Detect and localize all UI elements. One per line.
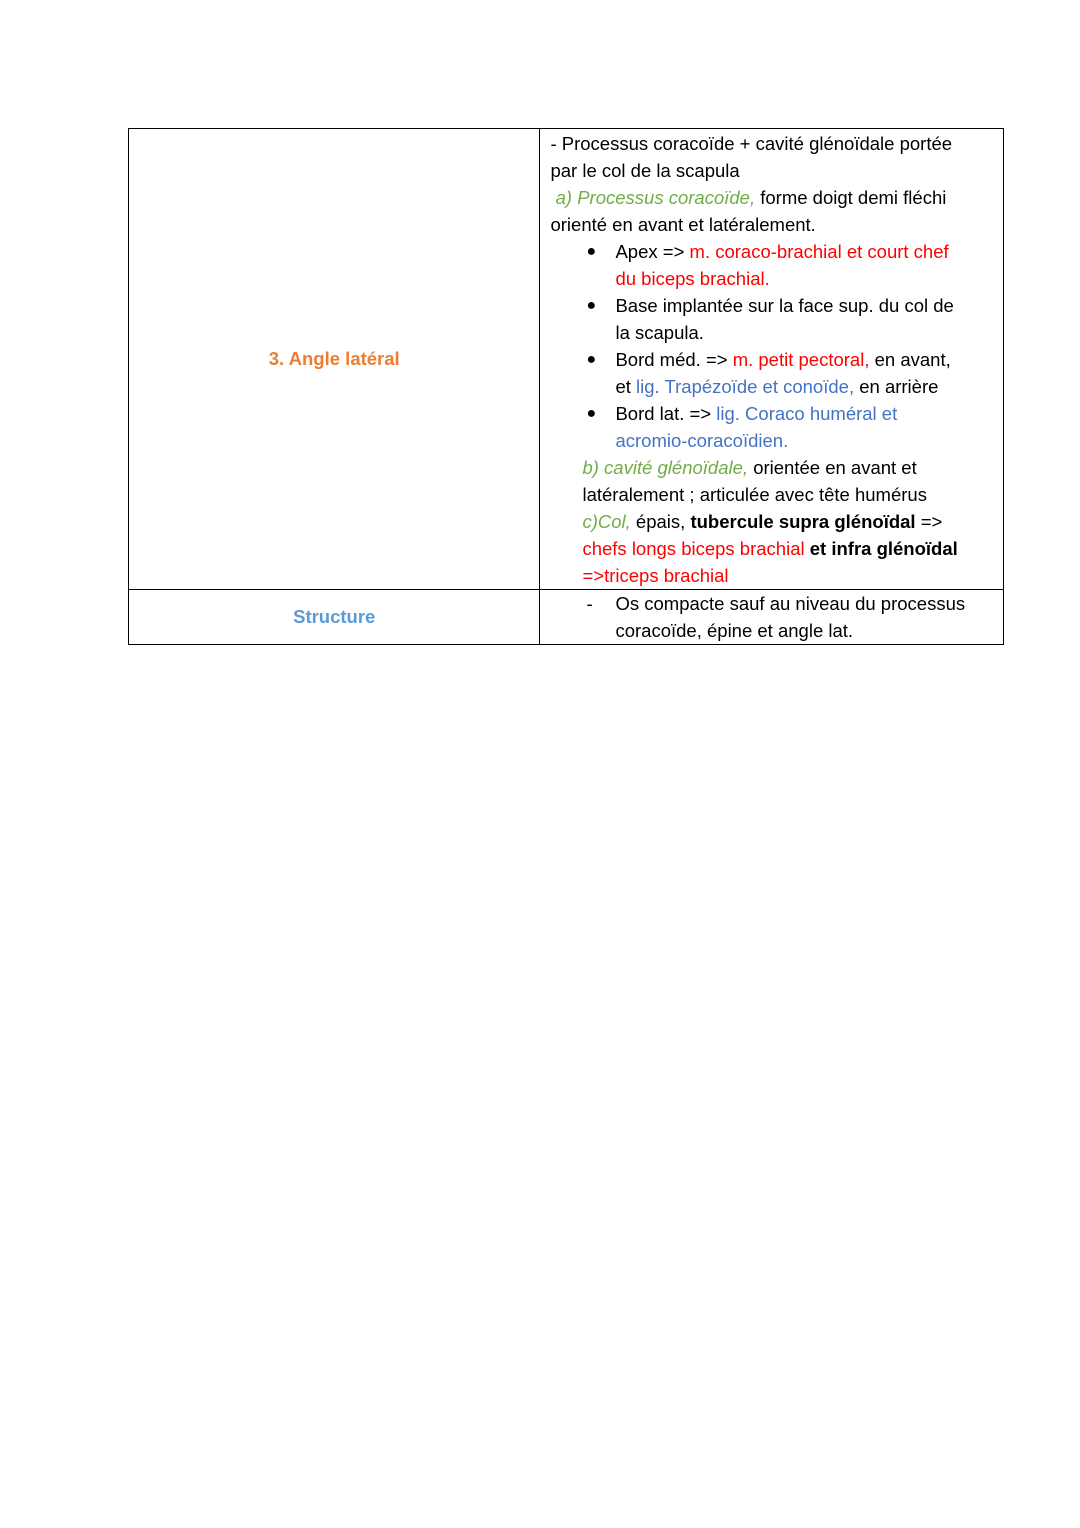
section-b-line-2: latéralement ; articulée avec tête humérus — [582, 484, 927, 505]
intro-line-1: - Processus coracoïde + cavité glénoïdale portée — [550, 133, 953, 154]
bullet-icon: ● — [586, 243, 597, 260]
row-content-angle-lateral — [540, 129, 1004, 590]
bullet-icon: ● — [586, 405, 597, 422]
table-row-angle-lateral — [129, 129, 1004, 590]
section-c-line-2: chefs longs biceps brachial et infra glénoïdal — [582, 538, 958, 559]
section-a-line-2: orienté en avant et latéralement. — [550, 214, 816, 235]
list-item-structure: - Os compacte sauf au niveau du processus coracoïde, épine et angle lat. — [550, 590, 995, 644]
section-b-line-1: b) cavité glénoïdale, orientée en avant et — [582, 457, 917, 478]
section-c-line-1: c)Col, épais, tubercule supra glénoïdal => — [582, 511, 943, 532]
row-content-structure — [540, 590, 1004, 645]
list-item-apex: ● Apex => m. coraco-brachial et court chef du biceps brachial. — [550, 238, 995, 292]
section-a-line-1 — [550, 184, 995, 211]
list-item-bord-lat: ● Bord lat. => lig. Coraco huméral et acromio-coracoïdien. — [550, 400, 995, 454]
list-item-base: ● Base implantée sur la face sup. du col de la scapula. — [550, 292, 995, 346]
section-b-label: b) cavité glénoïdale, — [582, 457, 749, 478]
row-label-angle-lateral — [129, 129, 540, 590]
bullet-icon: ● — [586, 297, 597, 314]
section-c-line-3: =>triceps brachial — [582, 565, 729, 586]
section-a-text: forme doigt demi fléchi — [755, 187, 947, 208]
anatomy-table — [128, 128, 1004, 645]
row-label-text: Structure — [293, 606, 376, 627]
table-row-structure — [129, 590, 1004, 645]
list-item-bord-med: ● Bord méd. => m. petit pectoral, en avant, et lig. Trapézoïde et conoïde, en arrière — [550, 346, 995, 400]
section-a-label: a) Processus coracoïde, — [555, 187, 756, 208]
row-label-text: 3. Angle latéral — [268, 348, 400, 369]
section-c-label: c)Col, — [582, 511, 631, 532]
intro-line-2: par le col de la scapula — [550, 160, 740, 181]
dash-icon: - — [586, 593, 593, 614]
row-label-structure — [129, 590, 540, 645]
bullet-icon: ● — [586, 351, 597, 368]
